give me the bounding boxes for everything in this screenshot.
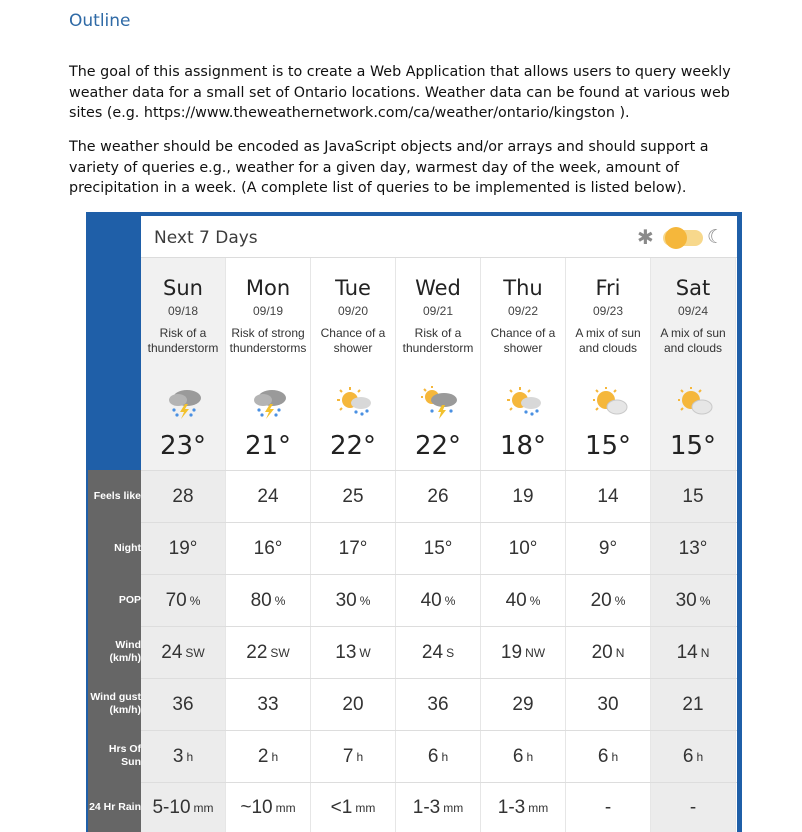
cell-value: 29 (512, 694, 534, 715)
cell-value: 30 (675, 590, 697, 611)
day-name: Tue (335, 276, 371, 300)
cell-value: 28 (172, 486, 194, 507)
cell-unit: N (615, 646, 625, 660)
forecast-cell (651, 783, 736, 832)
cell-value: 6 (682, 746, 694, 767)
cell-value: 10° (508, 538, 538, 559)
cell-value: 13° (678, 538, 708, 559)
forecast-cell (481, 523, 566, 575)
forecast-cell (311, 523, 396, 575)
forecast-cell (481, 679, 566, 731)
cell-value: 20 (590, 590, 612, 611)
day-date: 09/21 (422, 304, 454, 318)
cell-value: 5-10 (152, 797, 191, 818)
cell-unit: NW (525, 646, 546, 660)
cell-unit: h (186, 750, 194, 764)
day-temperature: 22° (329, 431, 377, 461)
section-heading: Outline (69, 11, 131, 31)
cell-value: 1-3 (497, 797, 526, 818)
forecast-cell (651, 523, 736, 575)
forecast-row (141, 522, 737, 574)
forecast-row (141, 678, 737, 730)
cell-unit: h (611, 750, 619, 764)
cell-unit: mm (193, 801, 214, 815)
requirements-paragraph: The weather should be encoded as JavaScript objects and/or arrays and should support a variety of queries e.g., weather for a given day, warmest day of the week, amount of precipitation in a week. (A complete list of queries to be implemented is listed below). (69, 139, 709, 196)
cell-value: 26 (427, 486, 449, 507)
day-temperature: 21° (244, 431, 292, 461)
forecast-cell (481, 575, 566, 627)
cell-unit: mm (528, 801, 549, 815)
day-condition: A mix of sun and clouds (575, 326, 641, 355)
day-condition: Chance of a shower (320, 326, 386, 355)
row-label: Wind gust (km/h) (90, 691, 141, 716)
day-temperature: 22° (414, 431, 462, 461)
cell-value: 36 (427, 694, 449, 715)
cell-unit: h (696, 750, 704, 764)
cell-value: 20 (591, 642, 613, 663)
cell-value: 30 (335, 590, 357, 611)
forecast-cell (311, 471, 396, 523)
cell-unit: % (699, 594, 711, 608)
forecast-cell (651, 471, 736, 523)
forecast-cell (311, 627, 396, 679)
day-name: Sat (675, 276, 711, 300)
day-name: Wed (415, 276, 461, 300)
forecast-cell (566, 523, 651, 575)
forecast-cell (651, 731, 736, 783)
cell-unit: SW (270, 646, 290, 660)
cell-unit: mm (275, 801, 296, 815)
forecast-cell (396, 575, 481, 627)
sun-cloud-icon (675, 386, 715, 420)
cell-unit: h (526, 750, 534, 764)
cell-value: 3 (172, 746, 184, 767)
forecast-cell (141, 575, 226, 627)
cell-value: 24 (257, 486, 279, 507)
forecast-row (141, 470, 737, 522)
cell-value: 80 (250, 590, 272, 611)
weather-widget-screenshot (86, 212, 742, 832)
day-column-sun[interactable] (141, 258, 226, 472)
sun-shower-icon (335, 386, 375, 420)
forecast-cell (141, 471, 226, 523)
cell-value: 13 (335, 642, 357, 663)
day-condition: Risk of strong thunderstorms (229, 326, 307, 355)
cell-unit: % (444, 594, 456, 608)
forecast-cell (311, 783, 396, 832)
day-name: Thu (503, 276, 543, 300)
day-name: Mon (245, 276, 291, 300)
cell-value: 7 (342, 746, 354, 767)
cell-value: 19° (168, 538, 198, 559)
day-condition: Risk of a thunderstorm (147, 326, 219, 355)
cell-value: 14 (676, 642, 698, 663)
day-temperature: 18° (499, 431, 547, 461)
day-column-wed[interactable] (396, 258, 481, 472)
cell-unit: mm (355, 801, 376, 815)
forecast-cell (651, 575, 736, 627)
cell-value: 15 (682, 486, 704, 507)
forecast-cell (141, 783, 226, 832)
panel-title: Next 7 Days (154, 228, 258, 248)
forecast-cell (566, 679, 651, 731)
forecast-cell (481, 627, 566, 679)
forecast-row (141, 730, 737, 782)
row-label: Night (114, 541, 141, 554)
forecast-cell (566, 575, 651, 627)
day-column-sat[interactable] (651, 258, 736, 472)
forecast-cell (141, 627, 226, 679)
forecast-cell (396, 471, 481, 523)
cell-value: 6 (512, 746, 524, 767)
forecast-cell (396, 627, 481, 679)
panel-header (141, 216, 737, 258)
forecast-cell (566, 731, 651, 783)
cell-value: 9° (598, 538, 618, 559)
cell-value: 24 (161, 642, 183, 663)
cell-unit: h (441, 750, 449, 764)
cell-value: 6 (427, 746, 439, 767)
forecast-cell (481, 471, 566, 523)
row-label: POP (118, 593, 141, 606)
cell-value: 33 (257, 694, 279, 715)
sun-icon: ✱ (637, 227, 654, 249)
cell-unit: mm (443, 801, 464, 815)
cell-value: 19 (512, 486, 534, 507)
forecast-cell (226, 679, 311, 731)
cell-value: 24 (421, 642, 444, 663)
day-temperature: 15° (584, 431, 632, 461)
cell-value: 21 (682, 694, 704, 715)
sun-thunderstorm-icon (420, 386, 460, 420)
forecast-cell (481, 783, 566, 832)
day-columns (141, 258, 737, 472)
thunderstorm-icon (165, 386, 205, 420)
forecast-cell (396, 731, 481, 783)
cell-value: 40 (505, 590, 527, 611)
cell-value: - (604, 797, 612, 818)
forecast-cell (566, 627, 651, 679)
day-date: 09/20 (337, 304, 369, 318)
forecast-cell (566, 783, 651, 832)
day-column-fri[interactable] (566, 258, 651, 472)
day-date: 09/24 (677, 304, 709, 318)
forecast-row (141, 574, 737, 626)
cell-value: 17° (338, 538, 368, 559)
cell-value: 2 (257, 746, 269, 767)
cell-unit: N (700, 646, 710, 660)
theme-toggle[interactable] (637, 226, 723, 250)
forecast-cell (226, 731, 311, 783)
forecast-cell (226, 627, 311, 679)
cell-unit: % (529, 594, 541, 608)
forecast-row (141, 782, 737, 832)
cell-value: 16° (253, 538, 283, 559)
row-label: Wind (km/h) (109, 639, 141, 664)
cell-unit: S (446, 646, 455, 660)
cell-value: ~10 (240, 797, 273, 818)
moon-icon: ☾ (707, 227, 725, 248)
forecast-cell (651, 679, 736, 731)
cell-unit: % (614, 594, 626, 608)
sun-cloud-icon (590, 386, 630, 420)
cell-value: 70 (165, 590, 187, 611)
cell-unit: W (359, 646, 371, 660)
cell-value: 15° (423, 538, 453, 559)
forecast-cell (141, 731, 226, 783)
intro-paragraph: The goal of this assignment is to create a Web Application that allows users to query weekly weather data for a small set of Ontario locations. Weather data can be found at various web sites (e.g. https://www.theweathernetwork.com/ca/weather/ontario/kingston ). (69, 64, 731, 121)
cell-unit: % (274, 594, 286, 608)
cell-unit: % (359, 594, 371, 608)
day-condition: Chance of a shower (490, 326, 556, 355)
thunderstorm-icon (250, 386, 290, 420)
day-date: 09/22 (507, 304, 539, 318)
cell-unit: h (356, 750, 364, 764)
cell-unit: h (271, 750, 279, 764)
sun-shower-icon (505, 386, 545, 420)
forecast-cell (141, 679, 226, 731)
row-label: Feels like (93, 489, 141, 502)
cell-value: 1-3 (412, 797, 441, 818)
day-date: 09/18 (167, 304, 199, 318)
cell-value: 25 (342, 486, 364, 507)
cell-value: 19 (500, 642, 523, 663)
cell-value: 30 (597, 694, 619, 715)
forecast-row (141, 626, 737, 678)
forecast-cell (396, 523, 481, 575)
cell-value: 22 (246, 642, 268, 663)
day-temperature: 23° (159, 431, 207, 461)
cell-unit: % (189, 594, 201, 608)
forecast-cell (226, 523, 311, 575)
cell-value: 20 (342, 694, 364, 715)
day-condition: Risk of a thunderstorm (402, 326, 474, 355)
cell-value: 40 (420, 590, 442, 611)
day-temperature: 15° (669, 431, 717, 461)
day-condition: A mix of sun and clouds (660, 326, 726, 355)
cell-value: <1 (330, 797, 353, 818)
forecast-cell (651, 627, 736, 679)
day-column-tue[interactable] (311, 258, 396, 472)
forecast-cell (396, 679, 481, 731)
day-name: Sun (163, 276, 203, 300)
cell-value: 36 (172, 694, 194, 715)
forecast-cell (226, 471, 311, 523)
day-date: 09/19 (252, 304, 284, 318)
forecast-cell (226, 575, 311, 627)
cell-value: 14 (597, 486, 619, 507)
forecast-cell (311, 575, 396, 627)
cell-value: - (689, 797, 697, 818)
forecast-cell (566, 471, 651, 523)
forecast-cell (226, 783, 311, 832)
day-column-mon[interactable] (226, 258, 311, 472)
day-name: Fri (595, 276, 621, 300)
row-label: 24 Hr Rain (89, 800, 141, 813)
toggle-knob (665, 227, 687, 249)
day-date: 09/23 (592, 304, 624, 318)
forecast-cell (396, 783, 481, 832)
forecast-cell (141, 523, 226, 575)
cell-unit: SW (185, 646, 205, 660)
cell-value: 6 (597, 746, 609, 767)
forecast-cell (311, 731, 396, 783)
row-label: Hrs Of Sun (108, 743, 141, 768)
day-column-thu[interactable] (481, 258, 566, 472)
forecast-cell (311, 679, 396, 731)
forecast-cell (481, 731, 566, 783)
